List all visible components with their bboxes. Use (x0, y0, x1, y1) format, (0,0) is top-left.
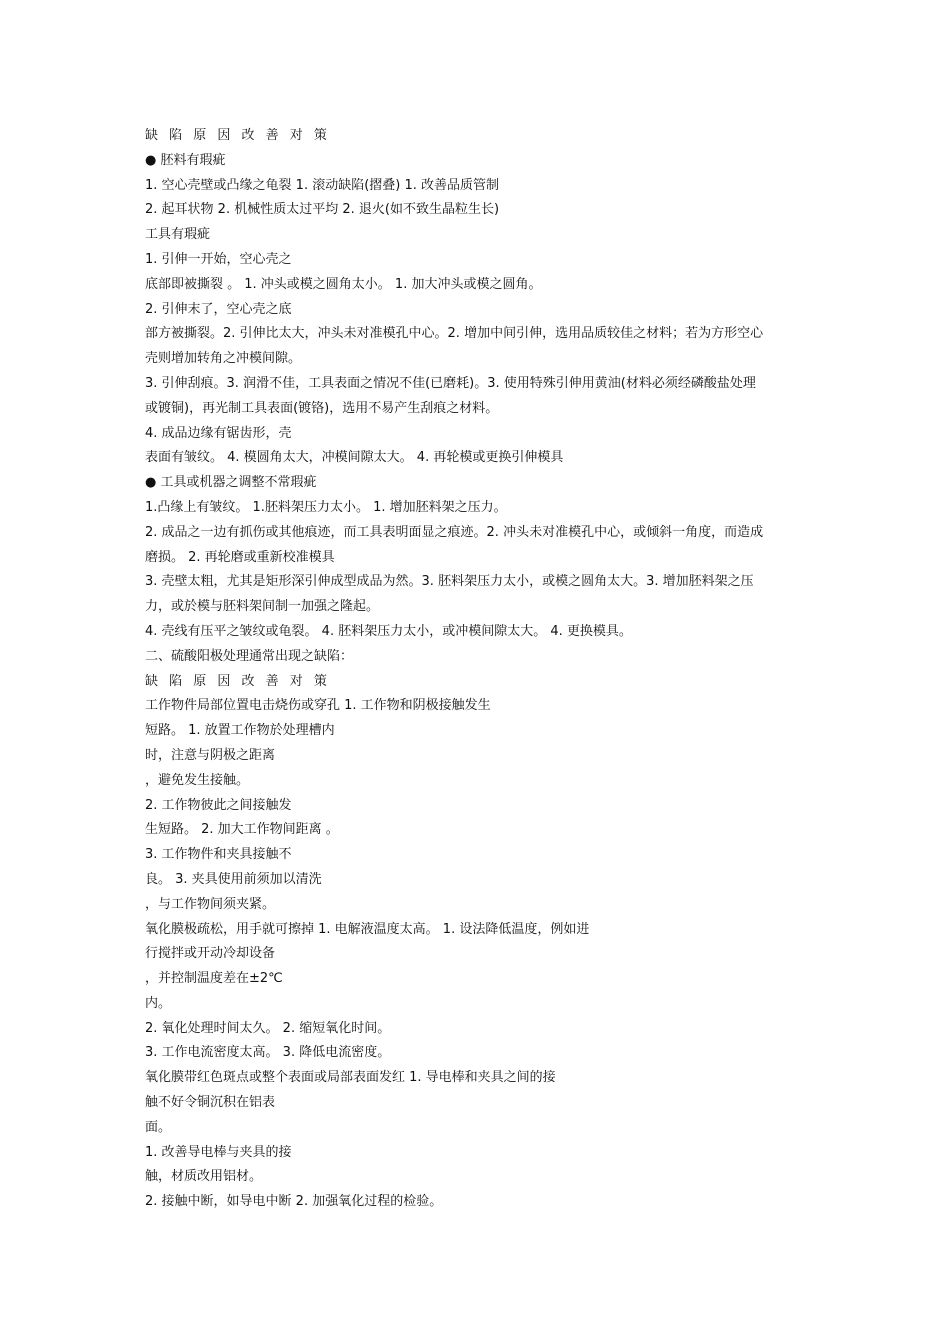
text-line: 良。 3. 夹具使用前须加以清洗 (145, 871, 322, 887)
text-line: ● 胚料有瑕疵 (145, 152, 226, 168)
text-line: 4. 成品边缘有锯齿形，壳 (145, 425, 292, 441)
text-line: 1. 引伸一开始，空心壳之 (145, 251, 292, 267)
text-line: 短路。 1. 放置工作物於处理槽内 (145, 723, 335, 739)
text-line: 氧化膜带红色斑点或整个表面或局部表面发红 1. 导电棒和夹具之间的接 (145, 1070, 556, 1086)
text-line: 3. 工作物件和夹具接触不 (145, 847, 292, 863)
text-line: 4. 壳线有压平之皱纹或龟裂。 4. 胚料架压力太小，或冲模间隙太大。 4. 更换模具。 (145, 623, 632, 639)
document-body (145, 124, 810, 1215)
text-line: 1.凸缘上有皱纹。 1.胚料架压力太小。 1. 增加胚料架之压力。 (145, 499, 507, 515)
text-line: 工作物件局部位置电击烧伤或穿孔 1. 工作物和阴极接触发生 (145, 698, 491, 714)
text-line: 3. 引伸刮痕。3. 润滑不佳，工具表面之情况不佳(已磨耗)。3. 使用特殊引伸用黄油(材料必须经磷酸盐处理 (145, 375, 756, 391)
text-line: 行搅拌或开动冷却设备 (145, 946, 276, 962)
text-line: 氧化膜极疏松，用手就可擦掉 1. 电解液温度太高。 1. 设法降低温度，例如进 (145, 921, 590, 937)
text-line: 3. 工作电流密度太高。 3. 降低电流密度。 (145, 1045, 391, 1061)
text-line: 1. 改善导电棒与夹具的接 (145, 1144, 292, 1160)
text-line: 2. 氧化处理时间太久。 2. 缩短氧化时间。 (145, 1020, 391, 1036)
text-line: 工具有瑕疵 (145, 227, 211, 243)
text-line: 2. 引伸末了，空心壳之底 (145, 301, 292, 317)
text-line: 力，或於模与胚料架间制一加强之隆起。 (145, 599, 380, 615)
text-line: 3. 壳壁太粗，尤其是矩形深引伸成型成品为然。3. 胚料架压力太小，或模之圆角太大。3. 增加胚料架之压 (145, 574, 754, 590)
text-line: ，并控制温度差在±2℃ (145, 971, 283, 987)
text-line: 缺 陷 原 因 改 善 对 策 (145, 673, 331, 689)
text-line: ，避免发生接触。 (145, 772, 250, 788)
text-line: 底部即被撕裂 。 1. 冲头或模之圆角太小。 1. 加大冲头或模之圆角。 (145, 276, 542, 292)
text-line: 或镀铜)，再光制工具表面(镀铬)，选用不易产生刮痕之材料。 (145, 400, 499, 416)
text-line: 二、硫酸阳极处理通常出现之缺陷： (145, 648, 354, 664)
text-line: 缺 陷 原 因 改 善 对 策 (145, 128, 331, 143)
text-line: 内。 (145, 995, 172, 1011)
text-line: 2. 工作物彼此之间接触发 (145, 797, 292, 813)
text-line: ，与工作物间须夹紧。 (145, 896, 276, 912)
text-line: 2. 接触中断，如导电中断 2. 加强氧化过程的检验。 (145, 1194, 443, 1210)
text-line: 2. 起耳状物 2. 机械性质太过平均 2. 退火(如不致生晶粒生长) (145, 202, 500, 218)
text-line: 时，注意与阴极之距离 (145, 747, 276, 763)
text-line: 面。 (145, 1119, 172, 1135)
text-line: 生短路。 2. 加大工作物间距离 。 (145, 822, 339, 838)
text-line: 触，材质改用铝材。 (145, 1169, 263, 1185)
text-line: 部方被撕裂。2. 引伸比太大，冲头未对准模孔中心。2. 增加中间引伸，选用品质较佳之材料；若为方形空心 (145, 326, 764, 342)
text-line: ● 工具或机器之调整不常瑕疵 (145, 475, 317, 491)
text-line: 表面有皱纹。 4. 模圆角太大，冲模间隙太大。 4. 再轮模或更换引伸模具 (145, 450, 564, 466)
text-line: 1. 空心壳壁或凸缘之龟裂 1. 滚动缺陷(摺叠) 1. 改善品质管制 (145, 177, 500, 193)
text-line: 磨损。 2. 再轮磨或重新校准模具 (145, 549, 335, 565)
text-line: 2. 成品之一边有抓伤或其他痕迹，而工具表明面显之痕迹。2. 冲头未对准模孔中心，或倾斜一角度，而造成 (145, 524, 764, 540)
text-line: 触不好令铜沉积在铝表 (145, 1095, 276, 1111)
text-line: 壳则增加转角之冲模间隙。 (145, 351, 302, 367)
